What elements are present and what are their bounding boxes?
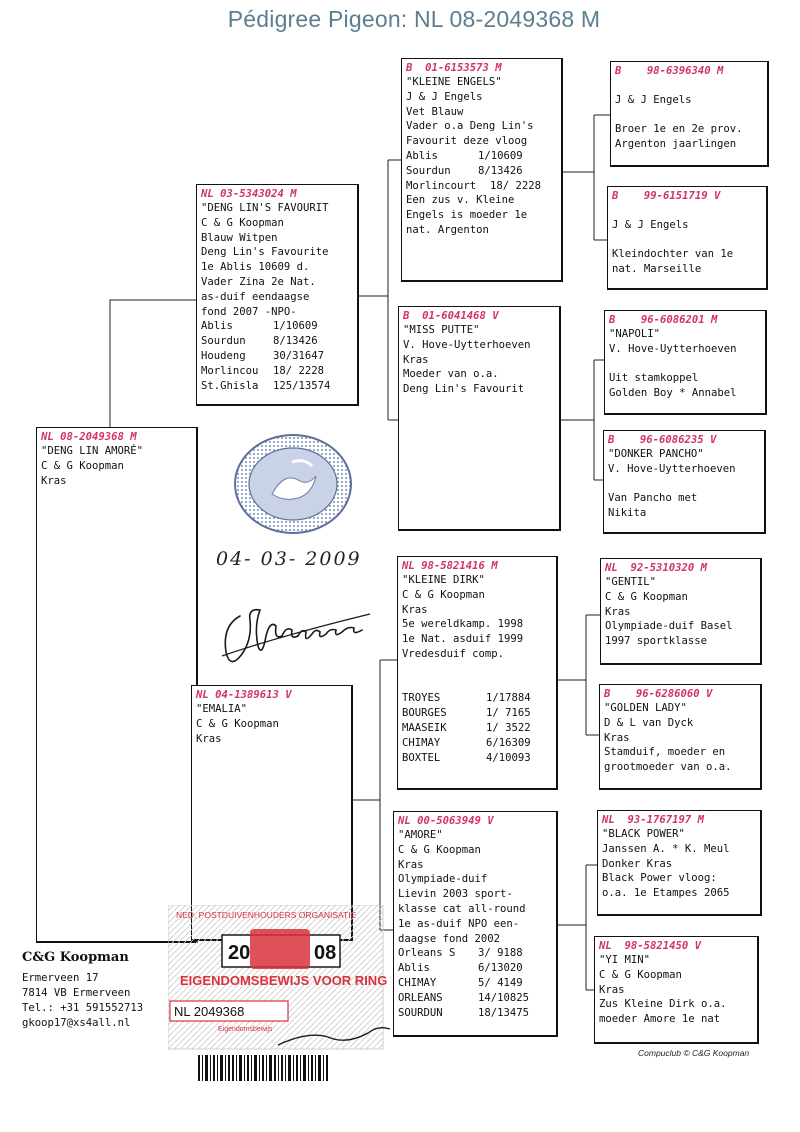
sire-line: "DENG LIN'S FAVOURIT	[201, 202, 329, 214]
page-title: Pédigree Pigeon: NL 08-2049368 M	[227, 6, 601, 32]
result-place: Sourdun	[201, 335, 246, 348]
gg-line: V. Hove-Uytterhoeven	[608, 462, 736, 475]
dam-sire-ring: NL 98-5821416 M	[402, 560, 498, 572]
gg-card-sss	[610, 61, 769, 167]
result-value: 1/ 7165	[486, 707, 531, 720]
gg-line: Kras	[599, 983, 625, 996]
sire-result-row	[201, 334, 353, 349]
breeder-phone: Tel.: +31 591552713	[22, 1002, 144, 1014]
sire-result-row	[201, 379, 353, 394]
gg-line: Kleindochter van 1e	[612, 248, 734, 261]
breeder-address-line: Ermerveen 17	[22, 972, 99, 984]
gg-line: moeder Amore 1e nat	[599, 1013, 721, 1026]
result-value: 18/13475	[478, 1006, 530, 1019]
sire-sire-result-row	[406, 179, 557, 194]
gg-line: Black Power vloog:	[602, 872, 717, 885]
sire-line: Deng Lin's Favourite	[201, 246, 329, 259]
dam-sire-result-row	[402, 691, 552, 706]
dam-dam-line: klasse cat all-round	[398, 902, 526, 915]
result-place: Morlincourt	[406, 179, 477, 192]
barcode	[198, 1055, 328, 1081]
result-value: 6/13020	[478, 962, 523, 975]
dam-dam-card	[393, 811, 558, 1037]
breeder-name: C&G Koopman	[22, 950, 129, 965]
sire-line: 1e Ablis 10609 d.	[201, 261, 310, 274]
result-place: Orleans S	[398, 947, 456, 960]
gg-ring: B 96-6086235 V	[608, 434, 717, 446]
sire-sire-line: Vader o.a Deng Lin's	[406, 120, 534, 133]
gg-line: J & J Engels	[612, 218, 689, 231]
dam-sire-result-row	[402, 736, 552, 751]
dam-ring: NL 04-1389613 V	[196, 689, 292, 701]
dam-dam-line: Kras	[398, 858, 424, 871]
dam-sire-line: "KLEINE DIRK"	[402, 574, 485, 586]
result-value: 18/ 2228	[273, 364, 325, 377]
sire-card	[196, 184, 359, 406]
ownership-certificate-stamp	[168, 905, 390, 1083]
gg-line: J & J Engels	[615, 93, 692, 106]
dam-dam-result-row	[398, 946, 552, 961]
dam-sire-card	[397, 556, 558, 790]
result-place: Ablis	[406, 149, 438, 162]
subject-line: Kras	[41, 474, 67, 487]
gg-line: Golden Boy * Annabel	[609, 387, 737, 400]
gg-line: Olympiade-duif Basel	[605, 620, 733, 633]
dam-dam-result-row	[398, 991, 552, 1006]
dam-dam-line: "AMORE"	[398, 829, 443, 841]
result-place: Morlincou	[201, 364, 259, 377]
dam-dam-result-row	[398, 1006, 552, 1021]
sire-sire-line: nat. Argenton	[406, 223, 489, 236]
result-value: 1/10609	[273, 320, 318, 333]
gg-line: Donker Kras	[602, 857, 673, 870]
official-seal-stamp	[232, 432, 354, 536]
gg-line: Janssen A. * K. Meul	[602, 842, 730, 855]
sire-dam-card	[398, 306, 561, 531]
sire-line: as-duif eendaagse	[201, 290, 310, 303]
sire-result-row	[201, 349, 353, 364]
gg-card-dsd	[599, 684, 762, 790]
stamp-year-left: 20	[228, 942, 251, 964]
gg-line: "DONKER PANCHO"	[608, 448, 704, 460]
handwritten-signature	[220, 596, 390, 676]
result-value: 3/ 9188	[478, 947, 523, 960]
gg-line: "GENTIL"	[605, 576, 657, 588]
gg-ring: NL 93-1767197 M	[602, 814, 705, 826]
result-value: 5/ 4149	[478, 976, 523, 989]
gg-ring: B 99-6151719 V	[612, 190, 721, 202]
gg-line: Stamduif, moeder en	[604, 746, 726, 759]
gg-ring: NL 98-5821450 V	[599, 940, 702, 952]
dam-dam-line: daagse fond 2002	[398, 932, 501, 945]
breeder-info	[22, 950, 143, 1031]
dam-line: "EMALIA"	[196, 703, 248, 715]
result-place: CHIMAY	[402, 736, 441, 749]
dam-line: C & G Koopman	[196, 717, 279, 730]
breeder-address-line: 7814 VB Ermerveen	[22, 987, 131, 999]
result-place: BOURGES	[402, 707, 447, 720]
result-value: 8/13426	[273, 335, 318, 348]
result-place: St.Ghisla	[201, 379, 259, 392]
signature-date: 04- 03- 2009	[216, 548, 362, 570]
sire-sire-line: Een zus v. Kleine	[406, 194, 515, 207]
gg-line: Van Pancho met	[608, 492, 698, 505]
gg-line: D & L van Dyck	[604, 716, 694, 729]
dam-sire-line: Kras	[402, 603, 428, 616]
result-place: Sourdun	[406, 164, 451, 177]
dam-card	[191, 685, 353, 941]
dam-dam-ring: NL 00-5063949 V	[398, 815, 494, 827]
gg-ring: B 96-6286060 V	[604, 688, 713, 700]
dam-line: Kras	[196, 732, 222, 745]
gg-card-dds	[597, 810, 762, 916]
result-place: SOURDUN	[398, 1006, 443, 1019]
result-place: CHIMAY	[398, 976, 437, 989]
sire-sire-line: "KLEINE ENGELS"	[406, 76, 502, 88]
result-value: 8/13426	[478, 164, 523, 177]
dam-sire-result-row	[402, 706, 552, 721]
gg-card-ssd	[607, 186, 768, 290]
result-place: MAASEIK	[402, 721, 447, 734]
sire-dam-line: Deng Lin's Favourit	[403, 383, 525, 396]
sire-sire-line: J & J Engels	[406, 90, 483, 103]
sire-result-row	[201, 364, 353, 379]
result-value: 1/10609	[478, 149, 523, 162]
subject-line: "DENG LIN AMORÉ"	[41, 445, 144, 457]
gg-line: Kras	[605, 605, 631, 618]
software-credit: Compuclub © C&G Koopman	[638, 1048, 750, 1058]
result-value: 125/13574	[273, 379, 331, 392]
sire-sire-ring: B 01-6153573 M	[406, 62, 502, 74]
result-place: BOXTEL	[402, 751, 441, 764]
dam-dam-line: C & G Koopman	[398, 843, 481, 856]
sire-sire-result-row	[406, 149, 557, 164]
gg-line: C & G Koopman	[605, 590, 688, 603]
sire-sire-line: Favourit deze vloog	[406, 135, 528, 148]
result-value: 4/10093	[486, 751, 531, 764]
sire-sire-result-row	[406, 164, 557, 179]
sire-dam-line: Kras	[403, 353, 429, 366]
subject-line: C & G Koopman	[41, 459, 124, 472]
dam-sire-line: 1e Nat. asduif 1999	[402, 633, 524, 646]
gg-card-sdd	[603, 430, 766, 534]
gg-line: "GOLDEN LADY"	[604, 702, 687, 714]
dam-dam-line: 1e as-duif NPO een-	[398, 917, 520, 930]
result-value: 14/10825	[478, 991, 530, 1004]
gg-line: 1997 sportklasse	[605, 635, 708, 648]
sire-dam-line: V. Hove-Uytterhoeven	[403, 338, 531, 351]
dam-sire-result-row	[402, 751, 552, 766]
sire-dam-line: Moeder van o.a.	[403, 368, 499, 381]
gg-ring: NL 92-5310320 M	[605, 562, 708, 574]
gg-line: Broer 1e en 2e prov.	[615, 123, 743, 136]
gg-line: nat. Marseille	[612, 263, 702, 276]
sire-line: Vader Zina 2e Nat.	[201, 275, 316, 288]
gg-line: Nikita	[608, 507, 647, 520]
result-value: 30/31647	[273, 349, 325, 362]
sire-sire-line: Vet Blauw	[406, 105, 464, 118]
dam-sire-line: 5e wereldkamp. 1998	[402, 618, 524, 631]
gg-ring: B 98-6396340 M	[615, 65, 724, 77]
result-value: 6/16309	[486, 736, 531, 749]
sire-ring: NL 03-5343024 M	[201, 188, 297, 200]
dam-dam-result-row	[398, 976, 552, 991]
stamp-note: Eigendomsbewijs	[218, 1026, 273, 1033]
gg-line: Zus Kleine Dirk o.a.	[599, 998, 727, 1011]
dam-dam-line: Lievin 2003 sport-	[398, 888, 513, 901]
stamp-org: NED. POSTDUIVENHOUDERS ORGANISATIE	[176, 910, 357, 920]
subject-ring: NL 08-2049368 M	[41, 431, 137, 443]
sire-sire-line: Engels is moeder 1e	[406, 209, 528, 222]
breeder-email: gkoop17@xs4all.nl	[22, 1017, 131, 1029]
result-place: TROYES	[402, 692, 441, 705]
dam-sire-line: Vredesduif comp.	[402, 647, 505, 660]
dam-sire-result-row	[402, 721, 552, 736]
dam-sire-line: C & G Koopman	[402, 588, 485, 601]
gg-card-dss	[600, 558, 762, 665]
result-place: ORLEANS	[398, 991, 443, 1004]
gg-line: "YI MIN"	[599, 954, 651, 966]
gg-card-ddd	[594, 936, 759, 1044]
result-value: 18/ 2228	[490, 179, 542, 192]
sire-dam-line: "MISS PUTTE"	[403, 324, 480, 336]
result-value: 1/17884	[486, 692, 531, 705]
gg-line: Argenton jaarlingen	[615, 138, 737, 151]
gg-line: V. Hove-Uytterhoeven	[609, 342, 737, 355]
gg-card-sds	[604, 310, 767, 415]
gg-line: Uit stamkoppel	[609, 372, 699, 385]
gg-line: Kras	[604, 731, 630, 744]
sire-line: C & G Koopman	[201, 216, 284, 229]
dam-dam-line: Olympiade-duif	[398, 873, 488, 886]
stamp-ring-number: NL 2049368	[174, 1004, 245, 1019]
gg-line: C & G Koopman	[599, 968, 682, 981]
result-place: Houdeng	[201, 349, 246, 362]
stamp-title: EIGENDOMSBEWIJS VOOR RING	[180, 973, 388, 988]
result-place: Ablis	[201, 320, 233, 333]
sire-line: fond 2007 -NPO-	[201, 305, 297, 318]
gg-ring: B 96-6086201 M	[609, 314, 718, 326]
gg-line: "BLACK POWER"	[602, 828, 685, 840]
gg-line: o.a. 1e Etampes 2065	[602, 887, 730, 900]
stamp-year-right: 08	[314, 942, 337, 964]
sire-result-row	[201, 319, 353, 334]
result-place: Ablis	[398, 962, 430, 975]
dam-dam-result-row	[398, 961, 552, 976]
subject-card	[36, 427, 198, 943]
sire-line: Blauw Witpen	[201, 231, 278, 244]
gg-line: grootmoeder van o.a.	[604, 761, 732, 774]
result-value: 1/ 3522	[486, 721, 531, 734]
sire-sire-card	[401, 58, 563, 282]
gg-line: "NAPOLI"	[609, 328, 661, 340]
sire-dam-ring: B 01-6041468 V	[403, 310, 499, 322]
